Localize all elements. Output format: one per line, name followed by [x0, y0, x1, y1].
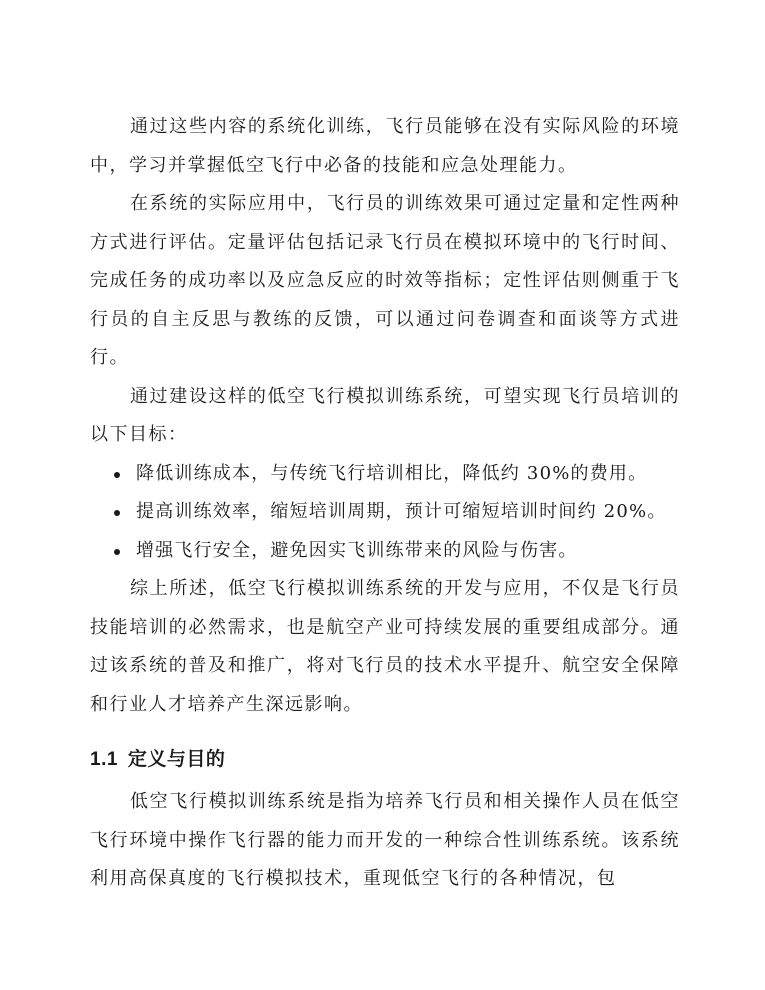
bullet-item-efficiency [90, 493, 680, 532]
bullet-dot-icon [114, 510, 120, 516]
section-number: 1.1 [90, 749, 118, 770]
bullet-item-safety [90, 532, 680, 571]
bullet-dot-icon [114, 549, 120, 555]
paragraph-goals-intro: 通过建设这样的低空飞行模拟训练系统，可望实现飞行员培训的以下目标： [90, 385, 680, 445]
section-title: 定义与目的 [127, 749, 226, 770]
section-heading [90, 724, 680, 783]
paragraph-evaluation-methods: 在系统的实际应用中，飞行员的训练效果可通过定量和定性两种方式进行评估。定量评估包括记录飞行员在模拟环境中的飞行时间、完成任务的成功率以及应急反应的时效等指标；定性评估则侧重于飞行员的自主反思与教练的反馈，可以通过问卷调查和面谈等方式进行。 [90, 193, 680, 368]
paragraph-summary: 综上所述，低空飞行模拟训练系统的开发与应用，不仅是飞行员技能培训的必然需求，也是航空产业可持续发展的重要组成部分。通过该系统的普及和推广，将对飞行员的技术水平提升、航空安全保障和行业人才培养产生深远影响。 [90, 578, 680, 715]
bullet-text: 提高训练效率，缩短培训周期，预计可缩短培训时间约 20%。 [136, 501, 667, 522]
paragraph-training-outcome: 通过这些内容的系统化训练，飞行员能够在没有实际风险的环境中，学习并掌握低空飞行中必备的技能和应急处理能力。 [90, 116, 680, 176]
paragraph-definition: 低空飞行模拟训练系统是指为培养飞行员和相关操作人员在低空飞行环境中操作飞行器的能力而开发的一种综合性训练系统。该系统利用高保真度的飞行模拟技术，重现低空飞行的各种情况，包 [90, 791, 680, 889]
bullet-text: 增强飞行安全，避免因实飞训练带来的风险与伤害。 [136, 539, 578, 561]
bullet-text: 降低训练成本，与传统飞行培训相比，降低约 30%的费用。 [136, 462, 648, 484]
goals-bullet-list [90, 455, 680, 571]
page-content [90, 108, 680, 899]
bullet-dot-icon [114, 472, 120, 478]
bullet-item-cost [90, 455, 680, 494]
